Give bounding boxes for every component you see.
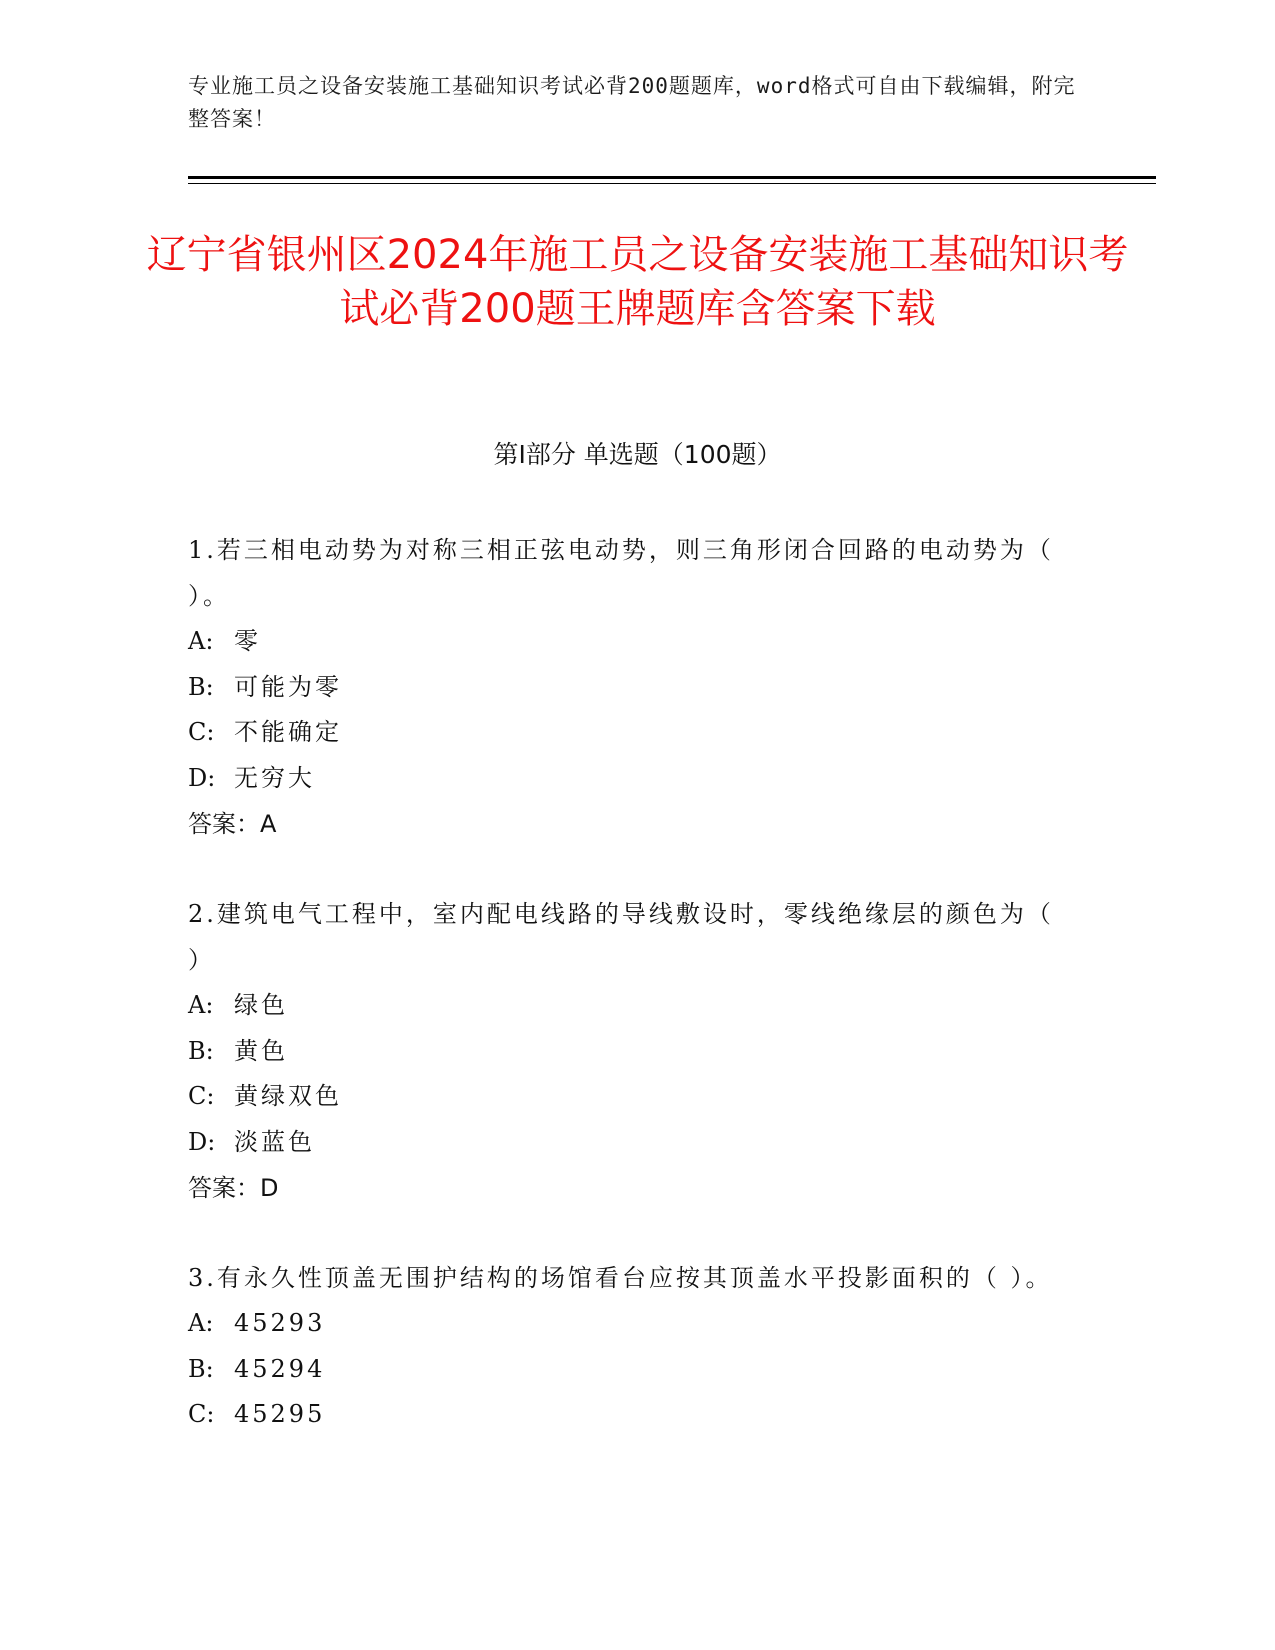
section-heading: 第I部分 单选题（100题）: [493, 440, 782, 469]
question-1: [188, 527, 1068, 847]
option-c: [188, 710, 1068, 756]
option-text: 可能为零: [234, 672, 342, 701]
answer-line: 答案：A: [188, 810, 277, 838]
option-b: [188, 665, 1068, 711]
header-note: 专业施工员之设备安装施工基础知识考试必背200题题库，word格式可自由下载编辑，附完整答案！: [188, 74, 1076, 131]
option-c: [188, 1074, 1068, 1120]
option-text: 45294: [234, 1354, 326, 1383]
option-a: [188, 983, 1068, 1029]
option-b: [188, 1347, 1068, 1393]
option-key: C:: [188, 1400, 215, 1428]
question-stem: 1.若三相电动势为对称三相正弦电动势，则三角形闭合回路的电动势为（ ）。: [188, 536, 1054, 610]
header-divider-thick: [188, 176, 1156, 179]
option-d: [188, 756, 1068, 802]
option-text: 无穷大: [234, 763, 315, 792]
question-2: [188, 891, 1068, 1211]
option-text: 不能确定: [234, 718, 342, 746]
option-a: [188, 1301, 1068, 1347]
option-a: [188, 619, 1068, 665]
option-key: A:: [188, 1309, 214, 1337]
option-text: 45293: [234, 1309, 326, 1337]
option-text: 绿色: [234, 991, 288, 1019]
option-text: 淡蓝色: [234, 1127, 315, 1156]
option-key: D:: [188, 763, 216, 792]
option-text: 零: [234, 627, 261, 655]
option-c: [188, 1392, 1068, 1438]
header-divider-thin: [188, 183, 1156, 184]
option-key: B:: [188, 672, 214, 701]
option-b: [188, 1029, 1068, 1075]
answer-line: 答案：D: [188, 1174, 279, 1202]
option-text: 黄色: [234, 1036, 288, 1065]
question-list: [188, 527, 1068, 1482]
option-text: 45295: [234, 1400, 326, 1428]
question-stem: 2.建筑电气工程中，室内配电线路的导线敷设时，零线绝缘层的颜色为（ ）: [188, 900, 1054, 974]
option-text: 黄绿双色: [234, 1082, 342, 1110]
document-title: 辽宁省银州区2024年施工员之设备安装施工基础知识考试必背200题王牌题库含答案下载: [146, 232, 1129, 332]
question-stem: 3.有永久性顶盖无围护结构的场馆看台应按其顶盖水平投影面积的（ ）。: [188, 1264, 1053, 1292]
option-key: C:: [188, 1082, 215, 1110]
option-key: C:: [188, 718, 215, 746]
question-3: [188, 1255, 1068, 1438]
option-key: B:: [188, 1354, 214, 1383]
option-key: B:: [188, 1036, 214, 1065]
option-key: A:: [188, 991, 214, 1019]
option-d: [188, 1120, 1068, 1166]
option-key: D:: [188, 1127, 216, 1156]
option-key: A:: [188, 627, 214, 655]
